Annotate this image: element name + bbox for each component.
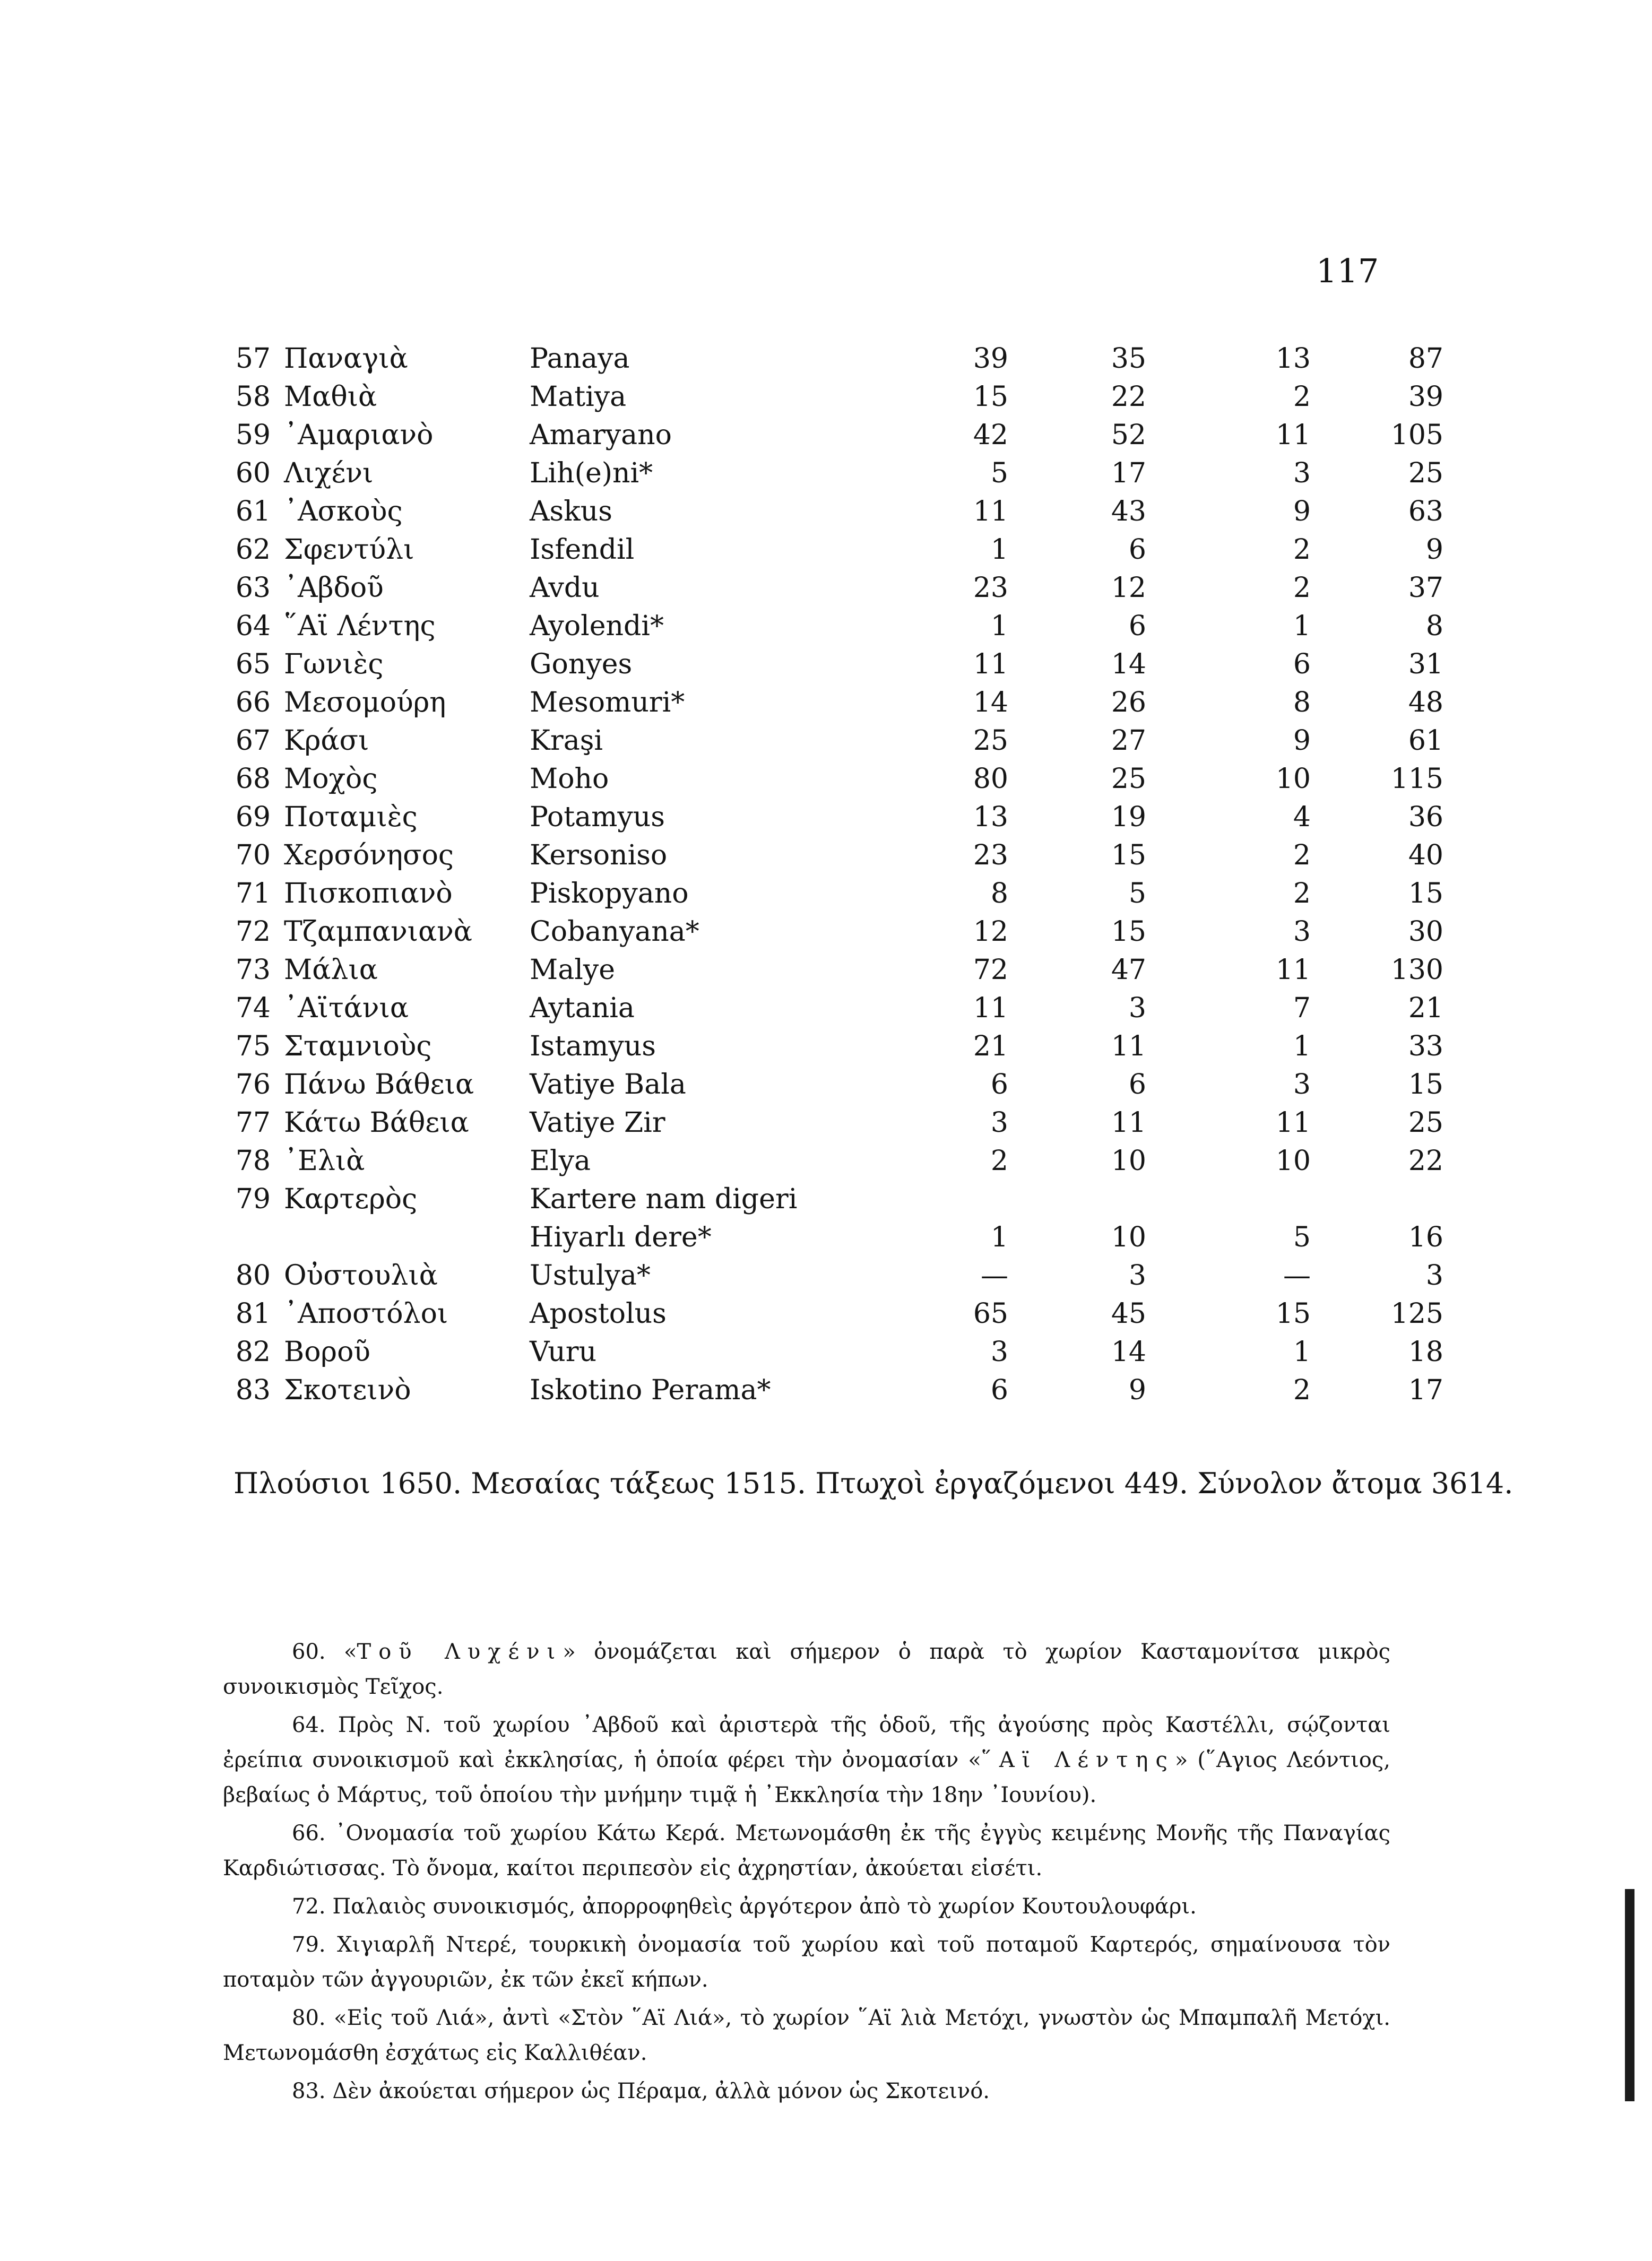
turkish-name-line: Ustulya* — [530, 1260, 651, 1292]
greek-village-name: Χερσόνησος — [284, 839, 454, 871]
count-col-2: 19 — [1111, 801, 1146, 833]
count-col-3: 5 — [1293, 1222, 1311, 1253]
greek-village-name: ᾿Αβδοῦ — [284, 572, 384, 604]
greek-village-name: Σταμνιοὺς — [284, 1030, 432, 1062]
footnote-60-lead: 60. « — [292, 1640, 357, 1664]
count-total: 105 — [1390, 419, 1443, 451]
count-col-1: 25 — [973, 725, 1008, 757]
turkish-village-name — [530, 1371, 912, 1409]
count-col-2: 52 — [1111, 419, 1146, 451]
greek-village-name: ᾿Αποστόλοι — [284, 1298, 448, 1330]
count-col-2: 6 — [1128, 610, 1146, 642]
count-total: 37 — [1408, 572, 1443, 604]
count-total: 36 — [1408, 801, 1443, 833]
turkish-name-line: Lih(e)ni* — [530, 457, 653, 489]
count-col-3: 2 — [1293, 839, 1311, 871]
count-col-3: 11 — [1275, 954, 1311, 986]
row-number: 57 — [235, 343, 271, 375]
turkish-village-name — [530, 951, 912, 989]
count-col-2: 47 — [1111, 954, 1146, 986]
count-col-2: 9 — [1128, 1374, 1146, 1406]
turkish-name-line: Panaya — [530, 343, 630, 375]
count-col-2: 22 — [1111, 381, 1146, 413]
row-number: 61 — [235, 496, 271, 527]
footnote-64-spaced-name: ῞Αϊ Λέντης — [981, 1748, 1175, 1772]
count-col-2: 11 — [1111, 1107, 1146, 1139]
turkish-village-name — [530, 531, 912, 569]
count-col-1: 72 — [973, 954, 1008, 986]
turkish-name-line: Kersoniso — [530, 839, 668, 871]
turkish-name-line: Avdu — [530, 572, 600, 604]
village-table — [233, 340, 1443, 1409]
count-col-2: 10 — [1111, 1145, 1146, 1177]
count-total: 8 — [1425, 610, 1443, 642]
turkish-village-name — [530, 1295, 912, 1333]
count-total: 63 — [1408, 496, 1443, 527]
count-col-3: 1 — [1293, 1030, 1311, 1062]
count-total: 115 — [1390, 763, 1443, 795]
row-number: 83 — [235, 1374, 271, 1406]
turkish-village-name — [530, 1065, 912, 1104]
turkish-name-line: Apostolus — [530, 1298, 667, 1330]
turkish-village-name — [530, 340, 912, 378]
count-total: 130 — [1390, 954, 1443, 986]
footnote-64-text: » (῞Αγιος Λεόντιος, βεβαίως ὁ Μάρτυς, τοῦ ὁποίου τὴν μνήμην τιμᾷ ἡ ᾿Εκκλησία τὴν 18ην ᾿Ιουνίου). — [223, 1748, 1390, 1807]
row-number: 64 — [235, 610, 271, 642]
population-summary: Πλούσιοι 1650. Μεσαίας τάξεως 1515. Πτωχοὶ ἐργαζόμενοι 449. Σύνολον ἄτομα 3614. — [233, 1467, 1513, 1500]
greek-village-name: ᾿Ασκοὺς — [284, 496, 403, 527]
count-col-1: 13 — [973, 801, 1008, 833]
row-number: 80 — [235, 1260, 271, 1292]
count-col-1: 42 — [973, 419, 1008, 451]
count-col-1: 21 — [973, 1030, 1008, 1062]
table-row — [233, 569, 1443, 607]
count-col-2: 10 — [1111, 1222, 1146, 1253]
count-total: 17 — [1408, 1374, 1443, 1406]
count-total: 25 — [1408, 1107, 1443, 1139]
footnote-80: 80. «Εἰς τοῦ Λιά», ἀντὶ «Στὸν ῞Αϊ Λιά», τὸ χωρίον ῞Αϊ λιὰ Μετόχι, γνωστὸν ὡς Μπαμπαλῆ Μετόχι. Μετωνομάσθη ἐσχάτως εἰς Καλλιθέαν. — [223, 2006, 1390, 2065]
count-col-3: 1 — [1293, 1336, 1311, 1368]
greek-village-name: Οὐστουλιὰ — [284, 1260, 438, 1292]
turkish-village-name — [530, 683, 912, 722]
table-row — [233, 1257, 1443, 1295]
count-col-2: 35 — [1111, 343, 1146, 375]
count-col-1: 6 — [990, 1069, 1008, 1101]
count-total: 15 — [1408, 878, 1443, 909]
row-number: 76 — [235, 1069, 271, 1101]
greek-village-name: Μαθιὰ — [284, 381, 377, 413]
count-col-2: 17 — [1111, 457, 1146, 489]
table-row — [233, 378, 1443, 416]
count-col-1: 80 — [973, 763, 1008, 795]
footnote-83: 83. Δὲν ἀκούεται σήμερον ὡς Πέραμα, ἀλλὰ μόνον ὡς Σκοτεινό. — [292, 2079, 990, 2103]
table-row — [233, 492, 1443, 531]
turkish-village-name — [530, 416, 912, 454]
count-col-2: 45 — [1111, 1298, 1146, 1330]
count-col-3: 10 — [1275, 763, 1311, 795]
row-number: 74 — [235, 992, 271, 1024]
turkish-name-line: Moho — [530, 763, 609, 795]
turkish-name-line: Matiya — [530, 381, 627, 413]
footnote-60 — [223, 1634, 1390, 1704]
turkish-village-name — [530, 989, 912, 1027]
greek-village-name: Καρτερὸς — [284, 1183, 418, 1215]
turkish-village-name — [530, 1142, 912, 1180]
row-number: 65 — [235, 648, 271, 680]
count-col-2: 25 — [1111, 763, 1146, 795]
turkish-name-line: Mesomuri* — [530, 687, 685, 718]
turkish-name-line: Vuru — [530, 1336, 597, 1368]
count-col-1: 11 — [973, 992, 1008, 1024]
turkish-village-name — [530, 1027, 912, 1065]
count-col-1: 5 — [990, 457, 1008, 489]
count-col-1: 6 — [990, 1374, 1008, 1406]
count-col-1: 2 — [990, 1145, 1008, 1177]
count-col-3: 4 — [1293, 801, 1311, 833]
turkish-name-line: Potamyus — [530, 801, 665, 833]
table-row — [233, 1104, 1443, 1142]
count-total: 25 — [1408, 457, 1443, 489]
footnote-72: 72. Παλαιὸς συνοικισμός, ἀπορροφηθεὶς ἀργότερον ἀπὸ τὸ χωρίον Κουτουλουφάρι. — [292, 1894, 1197, 1919]
table-row — [233, 340, 1443, 378]
count-total: 125 — [1390, 1298, 1443, 1330]
table-row — [233, 874, 1443, 913]
table-row — [233, 683, 1443, 722]
count-col-2: 11 — [1111, 1030, 1146, 1062]
row-number: 58 — [235, 381, 271, 413]
greek-village-name: Κράσι — [284, 725, 369, 757]
row-number: 67 — [235, 725, 271, 757]
row-number: 68 — [235, 763, 271, 795]
count-col-2: 6 — [1128, 534, 1146, 566]
footnote-64 — [223, 1708, 1390, 1813]
turkish-village-name — [530, 492, 912, 531]
count-col-3: 7 — [1293, 992, 1311, 1024]
count-total: 3 — [1425, 1260, 1443, 1292]
row-number: 63 — [235, 572, 271, 604]
turkish-village-name — [530, 645, 912, 683]
count-total: 9 — [1425, 534, 1443, 566]
count-col-1: 3 — [990, 1336, 1008, 1368]
count-total: 33 — [1408, 1030, 1443, 1062]
row-number: 75 — [235, 1030, 271, 1062]
row-number: 79 — [235, 1183, 271, 1215]
count-col-1: 3 — [990, 1107, 1008, 1139]
table-row — [233, 913, 1443, 951]
count-col-1: — — [981, 1260, 1008, 1292]
turkish-name-line: Kartere nam digeri — [530, 1183, 798, 1215]
count-col-2: 12 — [1111, 572, 1146, 604]
turkish-name-line: Ayolendi* — [530, 610, 664, 642]
footnote-64-lead: 64. Πρὸς Ν. τοῦ χωρίου ᾿Αβδοῦ καὶ ἀριστερὰ τῆς ὁδοῦ, τῆς ἀγούσης πρὸς Καστέλλι, σῴζονται ἐρείπια συνοικισμοῦ καὶ ἐκκλησίας, ἡ ὁποία φέρει τὴν ὀνομασίαν « — [223, 1713, 1390, 1772]
turkish-name-line: Askus — [530, 496, 612, 527]
turkish-village-name — [530, 760, 912, 798]
row-number: 66 — [235, 687, 271, 718]
count-col-2: 26 — [1111, 687, 1146, 718]
turkish-village-name — [530, 1257, 912, 1295]
count-total: 39 — [1408, 381, 1443, 413]
count-total: 87 — [1408, 343, 1443, 375]
count-total: 48 — [1408, 687, 1443, 718]
count-total: 15 — [1408, 1069, 1443, 1101]
count-total: 61 — [1408, 725, 1443, 757]
turkish-village-name — [530, 798, 912, 836]
footnote-79: 79. Χιγιαρλῆ Ντερέ, τουρκικὴ ὀνομασία τοῦ χωρίου καὶ τοῦ ποταμοῦ Καρτερός, σημαίνουσα τὸν ποταμὸν τῶν ἀγγουριῶν, ἐκ τῶν ἐκεῖ κήπων. — [223, 1933, 1390, 1992]
turkish-village-name — [530, 607, 912, 645]
table-row — [233, 1295, 1443, 1333]
count-total: 30 — [1408, 916, 1443, 948]
greek-village-name: ᾿Αμαριανὸ — [284, 419, 434, 451]
count-col-1: 11 — [973, 496, 1008, 527]
turkish-name-line: Iskotino Perama* — [530, 1374, 771, 1406]
greek-village-name: Σφεντύλι — [284, 534, 414, 566]
row-number: 77 — [235, 1107, 271, 1139]
table-row — [233, 722, 1443, 760]
turkish-name-line: Gonyes — [530, 648, 633, 680]
count-col-1: 1 — [990, 1222, 1008, 1253]
turkish-village-name — [530, 569, 912, 607]
row-number: 72 — [235, 916, 271, 948]
count-col-2: 14 — [1111, 648, 1146, 680]
count-col-3: 6 — [1293, 648, 1311, 680]
table-row — [233, 951, 1443, 989]
count-col-1: 23 — [973, 572, 1008, 604]
count-col-3: 1 — [1293, 610, 1311, 642]
count-col-1: 11 — [973, 648, 1008, 680]
table-row — [233, 836, 1443, 874]
binding-edge-mark — [1625, 1889, 1634, 2101]
count-col-3: 2 — [1293, 1374, 1311, 1406]
row-number: 81 — [235, 1298, 271, 1330]
count-col-3: 3 — [1293, 916, 1311, 948]
count-col-3: 11 — [1275, 1107, 1311, 1139]
table-row — [233, 607, 1443, 645]
count-col-3: 10 — [1275, 1145, 1311, 1177]
table-row — [233, 1371, 1443, 1409]
table-row — [233, 1142, 1443, 1180]
count-col-3: 2 — [1293, 534, 1311, 566]
turkish-name-line: Vatiye Bala — [530, 1069, 686, 1101]
count-col-1: 23 — [973, 839, 1008, 871]
table-row — [233, 1180, 1443, 1257]
row-number: 73 — [235, 954, 271, 986]
count-col-1: 15 — [973, 381, 1008, 413]
count-col-1: 39 — [973, 343, 1008, 375]
count-col-2: 43 — [1111, 496, 1146, 527]
turkish-name-line: Vatiye Zir — [530, 1107, 665, 1139]
greek-village-name: Μεσομούρη — [284, 687, 446, 718]
table-row — [233, 531, 1443, 569]
count-total: 16 — [1408, 1222, 1443, 1253]
greek-village-name: Γωνιὲς — [284, 648, 384, 680]
count-col-3: 9 — [1293, 496, 1311, 527]
row-number: 60 — [235, 457, 271, 489]
turkish-name-line: Kraşi — [530, 725, 603, 757]
turkish-name-line: Cobanyana* — [530, 916, 699, 948]
table-row — [233, 416, 1443, 454]
row-number: 78 — [235, 1145, 271, 1177]
row-number: 62 — [235, 534, 271, 566]
count-total: 40 — [1408, 839, 1443, 871]
count-col-2: 27 — [1111, 725, 1146, 757]
footnote-66: 66. ᾿Ονομασία τοῦ χωρίου Κάτω Κερά. Μετωνομάσθη ἐκ τῆς ἐγγὺς κειμένης Μονῆς τῆς Παναγίας Καρδιώτισσας. Τὸ ὄνομα, καίτοι περιπεσὸν εἰς ἀχρηστίαν, ἀκούεται εἰσέτι. — [223, 1821, 1390, 1881]
greek-village-name: Λιχένι — [284, 457, 374, 489]
footnotes — [223, 1634, 1390, 2112]
turkish-name-line: Malye — [530, 954, 616, 986]
turkish-name-line: Amaryano — [530, 419, 672, 451]
turkish-village-name — [530, 378, 912, 416]
count-col-1: 65 — [973, 1298, 1008, 1330]
count-col-3: — — [1283, 1260, 1311, 1292]
count-col-2: 15 — [1111, 916, 1146, 948]
row-number: 71 — [235, 878, 271, 909]
turkish-name-line: Istamyus — [530, 1030, 656, 1062]
table-row — [233, 760, 1443, 798]
greek-village-name: Παναγιὰ — [284, 343, 408, 375]
turkish-village-name — [530, 722, 912, 760]
greek-village-name: Μοχὸς — [284, 763, 378, 795]
count-col-1: 12 — [973, 916, 1008, 948]
count-col-3: 3 — [1293, 1069, 1311, 1101]
count-col-2: 14 — [1111, 1336, 1146, 1368]
table-row — [233, 1065, 1443, 1104]
count-col-2: 5 — [1128, 878, 1146, 909]
count-total: 31 — [1408, 648, 1443, 680]
count-col-2: 6 — [1128, 1069, 1146, 1101]
greek-village-name: Ποταμιὲς — [284, 801, 418, 833]
count-total: 21 — [1408, 992, 1443, 1024]
count-col-1: 1 — [990, 610, 1008, 642]
turkish-name-line: Piskopyano — [530, 878, 689, 909]
count-col-1: 1 — [990, 534, 1008, 566]
turkish-name-line: Isfendil — [530, 534, 635, 566]
count-total: 22 — [1408, 1145, 1443, 1177]
table-row — [233, 454, 1443, 492]
footnote-60-spaced-name: Τοῦ Λυχένι — [357, 1640, 563, 1664]
count-col-2: 3 — [1128, 1260, 1146, 1292]
table-row — [233, 1027, 1443, 1065]
footnote-60-text: » ὀνομάζεται καὶ σήμερον ὁ παρὰ τὸ χωρίον Κασταμονίτσα μικρὸς συνοικισμὸς Τεῖχος. — [223, 1640, 1390, 1699]
row-number: 59 — [235, 419, 271, 451]
greek-village-name: Σκοτεινὸ — [284, 1374, 411, 1406]
count-col-2: 3 — [1128, 992, 1146, 1024]
turkish-village-name — [530, 874, 912, 913]
count-col-3: 2 — [1293, 572, 1311, 604]
greek-village-name: Πισκοπιανὸ — [284, 878, 453, 909]
greek-village-name: ᾿Ελιὰ — [284, 1145, 365, 1177]
greek-village-name: Βοροῦ — [284, 1336, 371, 1368]
greek-village-name: Πάνω Βάθεια — [284, 1069, 474, 1101]
row-number: 69 — [235, 801, 271, 833]
count-col-3: 8 — [1293, 687, 1311, 718]
count-col-3: 2 — [1293, 878, 1311, 909]
count-col-1: 14 — [973, 687, 1008, 718]
turkish-name-line: Aytania — [530, 992, 635, 1024]
count-col-3: 9 — [1293, 725, 1311, 757]
greek-village-name: Μάλια — [284, 954, 378, 986]
count-col-2: 15 — [1111, 839, 1146, 871]
row-number: 70 — [235, 839, 271, 871]
greek-village-name: ᾿Αϊτάνια — [284, 992, 409, 1024]
turkish-name-line: Elya — [530, 1145, 591, 1177]
turkish-village-name — [530, 454, 912, 492]
count-col-3: 15 — [1275, 1298, 1311, 1330]
row-number: 82 — [235, 1336, 271, 1368]
page-number: 117 — [1316, 252, 1379, 290]
count-col-3: 2 — [1293, 381, 1311, 413]
turkish-village-name — [530, 836, 912, 874]
greek-village-name: ῞Αϊ Λέντης — [284, 610, 436, 642]
count-col-3: 11 — [1275, 419, 1311, 451]
greek-village-name: Κάτω Βάθεια — [284, 1107, 469, 1139]
table-row — [233, 798, 1443, 836]
count-col-1: 8 — [990, 878, 1008, 909]
turkish-village-name — [530, 913, 912, 951]
table-row — [233, 989, 1443, 1027]
count-col-3: 3 — [1293, 457, 1311, 489]
turkish-village-name — [530, 1180, 912, 1257]
count-total: 18 — [1408, 1336, 1443, 1368]
greek-village-name: Τζαμπανιανὰ — [284, 916, 472, 948]
table-row — [233, 645, 1443, 683]
turkish-village-name — [530, 1104, 912, 1142]
turkish-village-name — [530, 1333, 912, 1371]
count-col-3: 13 — [1275, 343, 1311, 375]
table-row — [233, 1333, 1443, 1371]
turkish-name-line: Hiyarlı dere* — [530, 1222, 712, 1253]
